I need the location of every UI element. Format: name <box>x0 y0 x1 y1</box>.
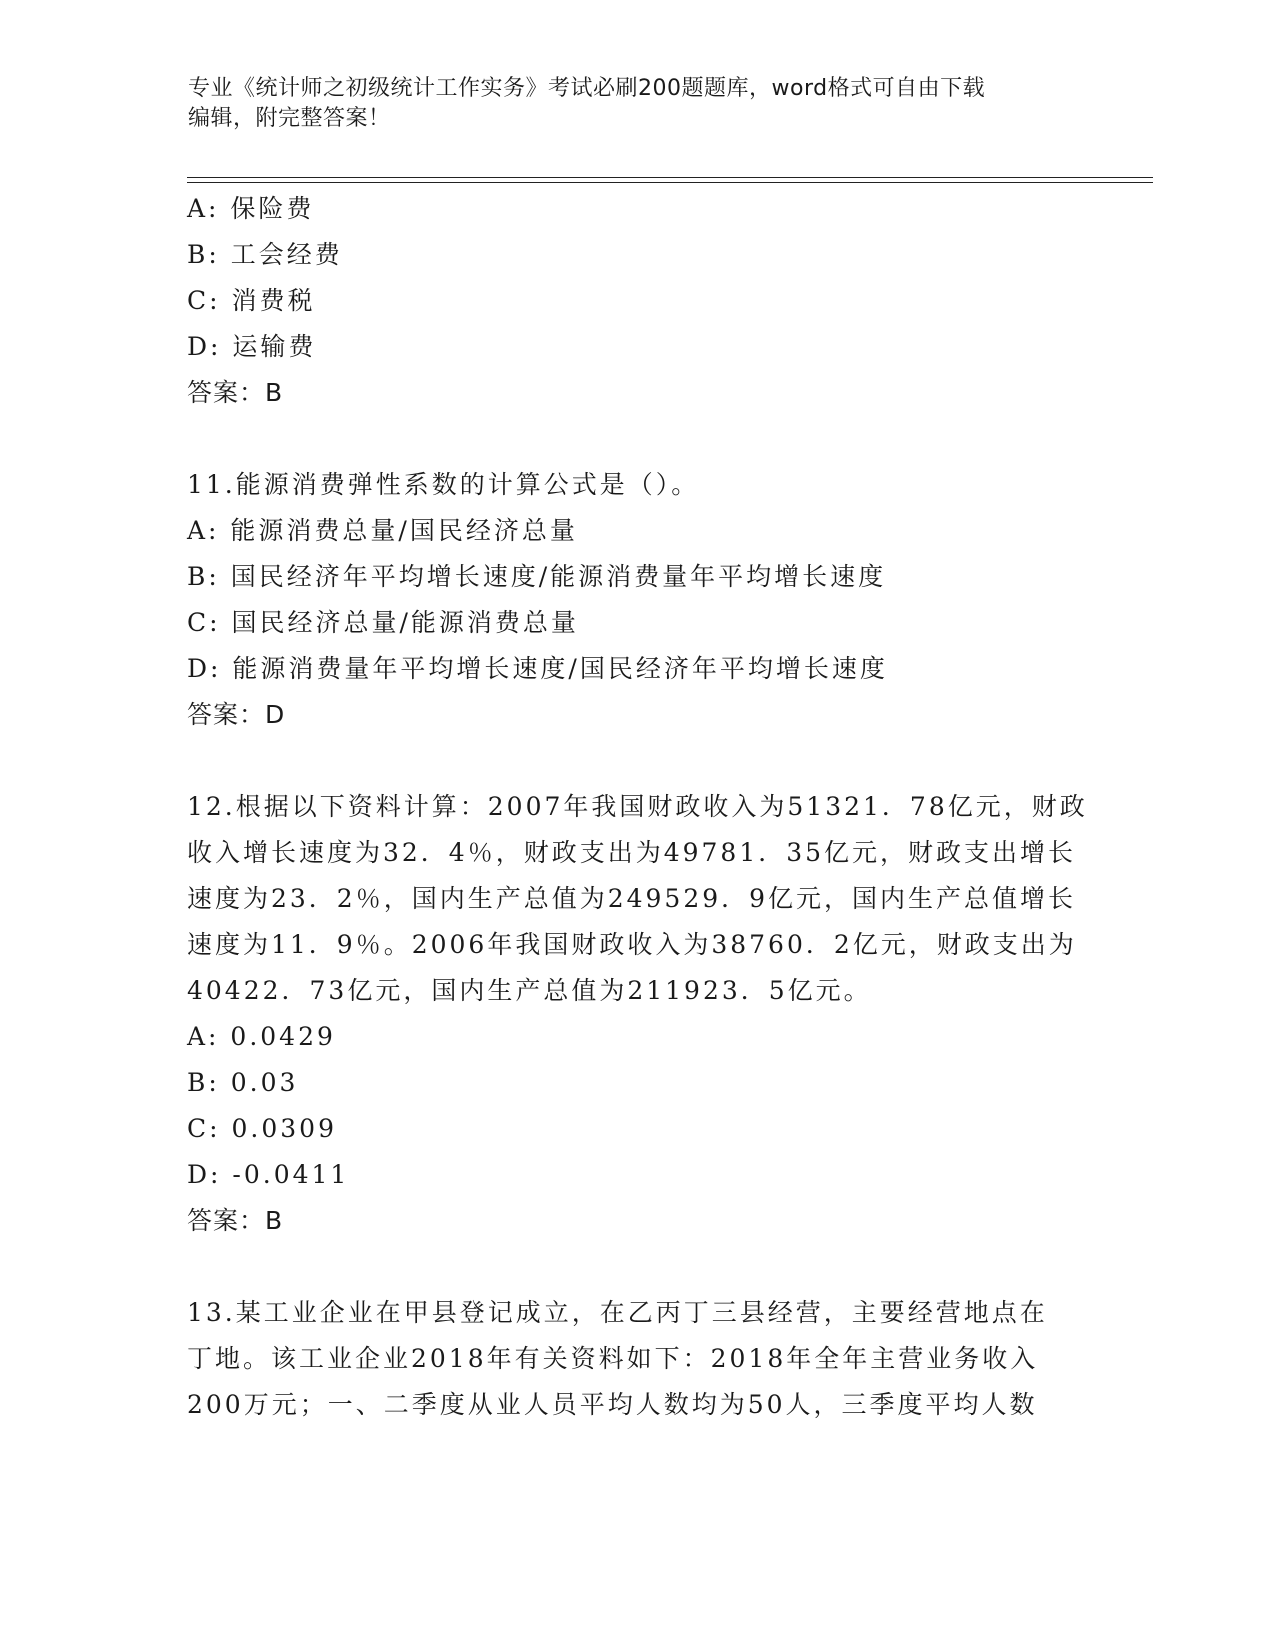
question-10 <box>187 186 1087 416</box>
question-stem-line: 11.能源消费弹性系数的计算公式是（）。 <box>187 470 700 499</box>
answer: 答案：B <box>187 378 284 407</box>
option-a: A: 保险费 <box>187 194 315 223</box>
question-stem-line: 丁地。该工业企业2018年有关资料如下：2018年全年主营业务收入 <box>187 1344 1039 1373</box>
option-d: D: 运输费 <box>187 332 317 361</box>
option-c: C: 消费税 <box>187 286 316 315</box>
option-c: C: 0.0309 <box>187 1114 337 1143</box>
option-b: B: 工会经费 <box>187 240 343 269</box>
option-b: B: 国民经济年平均增长速度/能源消费量年平均增长速度 <box>187 562 887 591</box>
question-stem-line: 收入增长速度为32．4％，财政支出为49781．35亿元，财政支出增长 <box>187 838 1077 867</box>
question-12 <box>187 784 1087 1244</box>
question-stem-line: 速度为11．9％。2006年我国财政收入为38760．2亿元，财政支出为 <box>187 930 1077 959</box>
answer: 答案：B <box>187 1206 284 1235</box>
question-stem-line: 40422．73亿元，国内生产总值为211923．5亿元。 <box>187 976 872 1005</box>
header-rule-top <box>187 177 1153 178</box>
document-header <box>188 74 1068 134</box>
option-b: B: 0.03 <box>187 1068 299 1097</box>
question-11 <box>187 462 1087 738</box>
document-body <box>187 186 1087 1428</box>
option-c: C: 国民经济总量/能源消费总量 <box>187 608 579 637</box>
option-a: A: 0.0429 <box>187 1022 336 1051</box>
spacer <box>187 416 1087 462</box>
option-d: D: 能源消费量年平均增长速度/国民经济年平均增长速度 <box>187 654 888 683</box>
header-rule-bottom <box>187 182 1153 183</box>
header-line-2: 编辑，附完整答案！ <box>188 106 391 131</box>
option-a: A: 能源消费总量/国民经济总量 <box>187 516 578 545</box>
question-stem-line: 速度为23．2％，国内生产总值为249529．9亿元，国内生产总值增长 <box>187 884 1077 913</box>
option-d: D: -0.0411 <box>187 1160 350 1189</box>
spacer <box>187 738 1087 784</box>
spacer <box>187 1244 1087 1290</box>
header-line-1: 专业《统计师之初级统计工作实务》考试必刷200题题库，word格式可自由下载 <box>188 76 986 101</box>
question-stem-line: 13.某工业企业在甲县登记成立，在乙丙丁三县经营，主要经营地点在 <box>187 1298 1048 1327</box>
question-stem-line: 12.根据以下资料计算：2007年我国财政收入为51321．78亿元，财政 <box>187 792 1088 821</box>
question-stem-line: 200万元；一、二季度从业人员平均人数均为50人，三季度平均人数 <box>187 1390 1038 1419</box>
question-13 <box>187 1290 1087 1428</box>
answer: 答案：D <box>187 700 286 729</box>
